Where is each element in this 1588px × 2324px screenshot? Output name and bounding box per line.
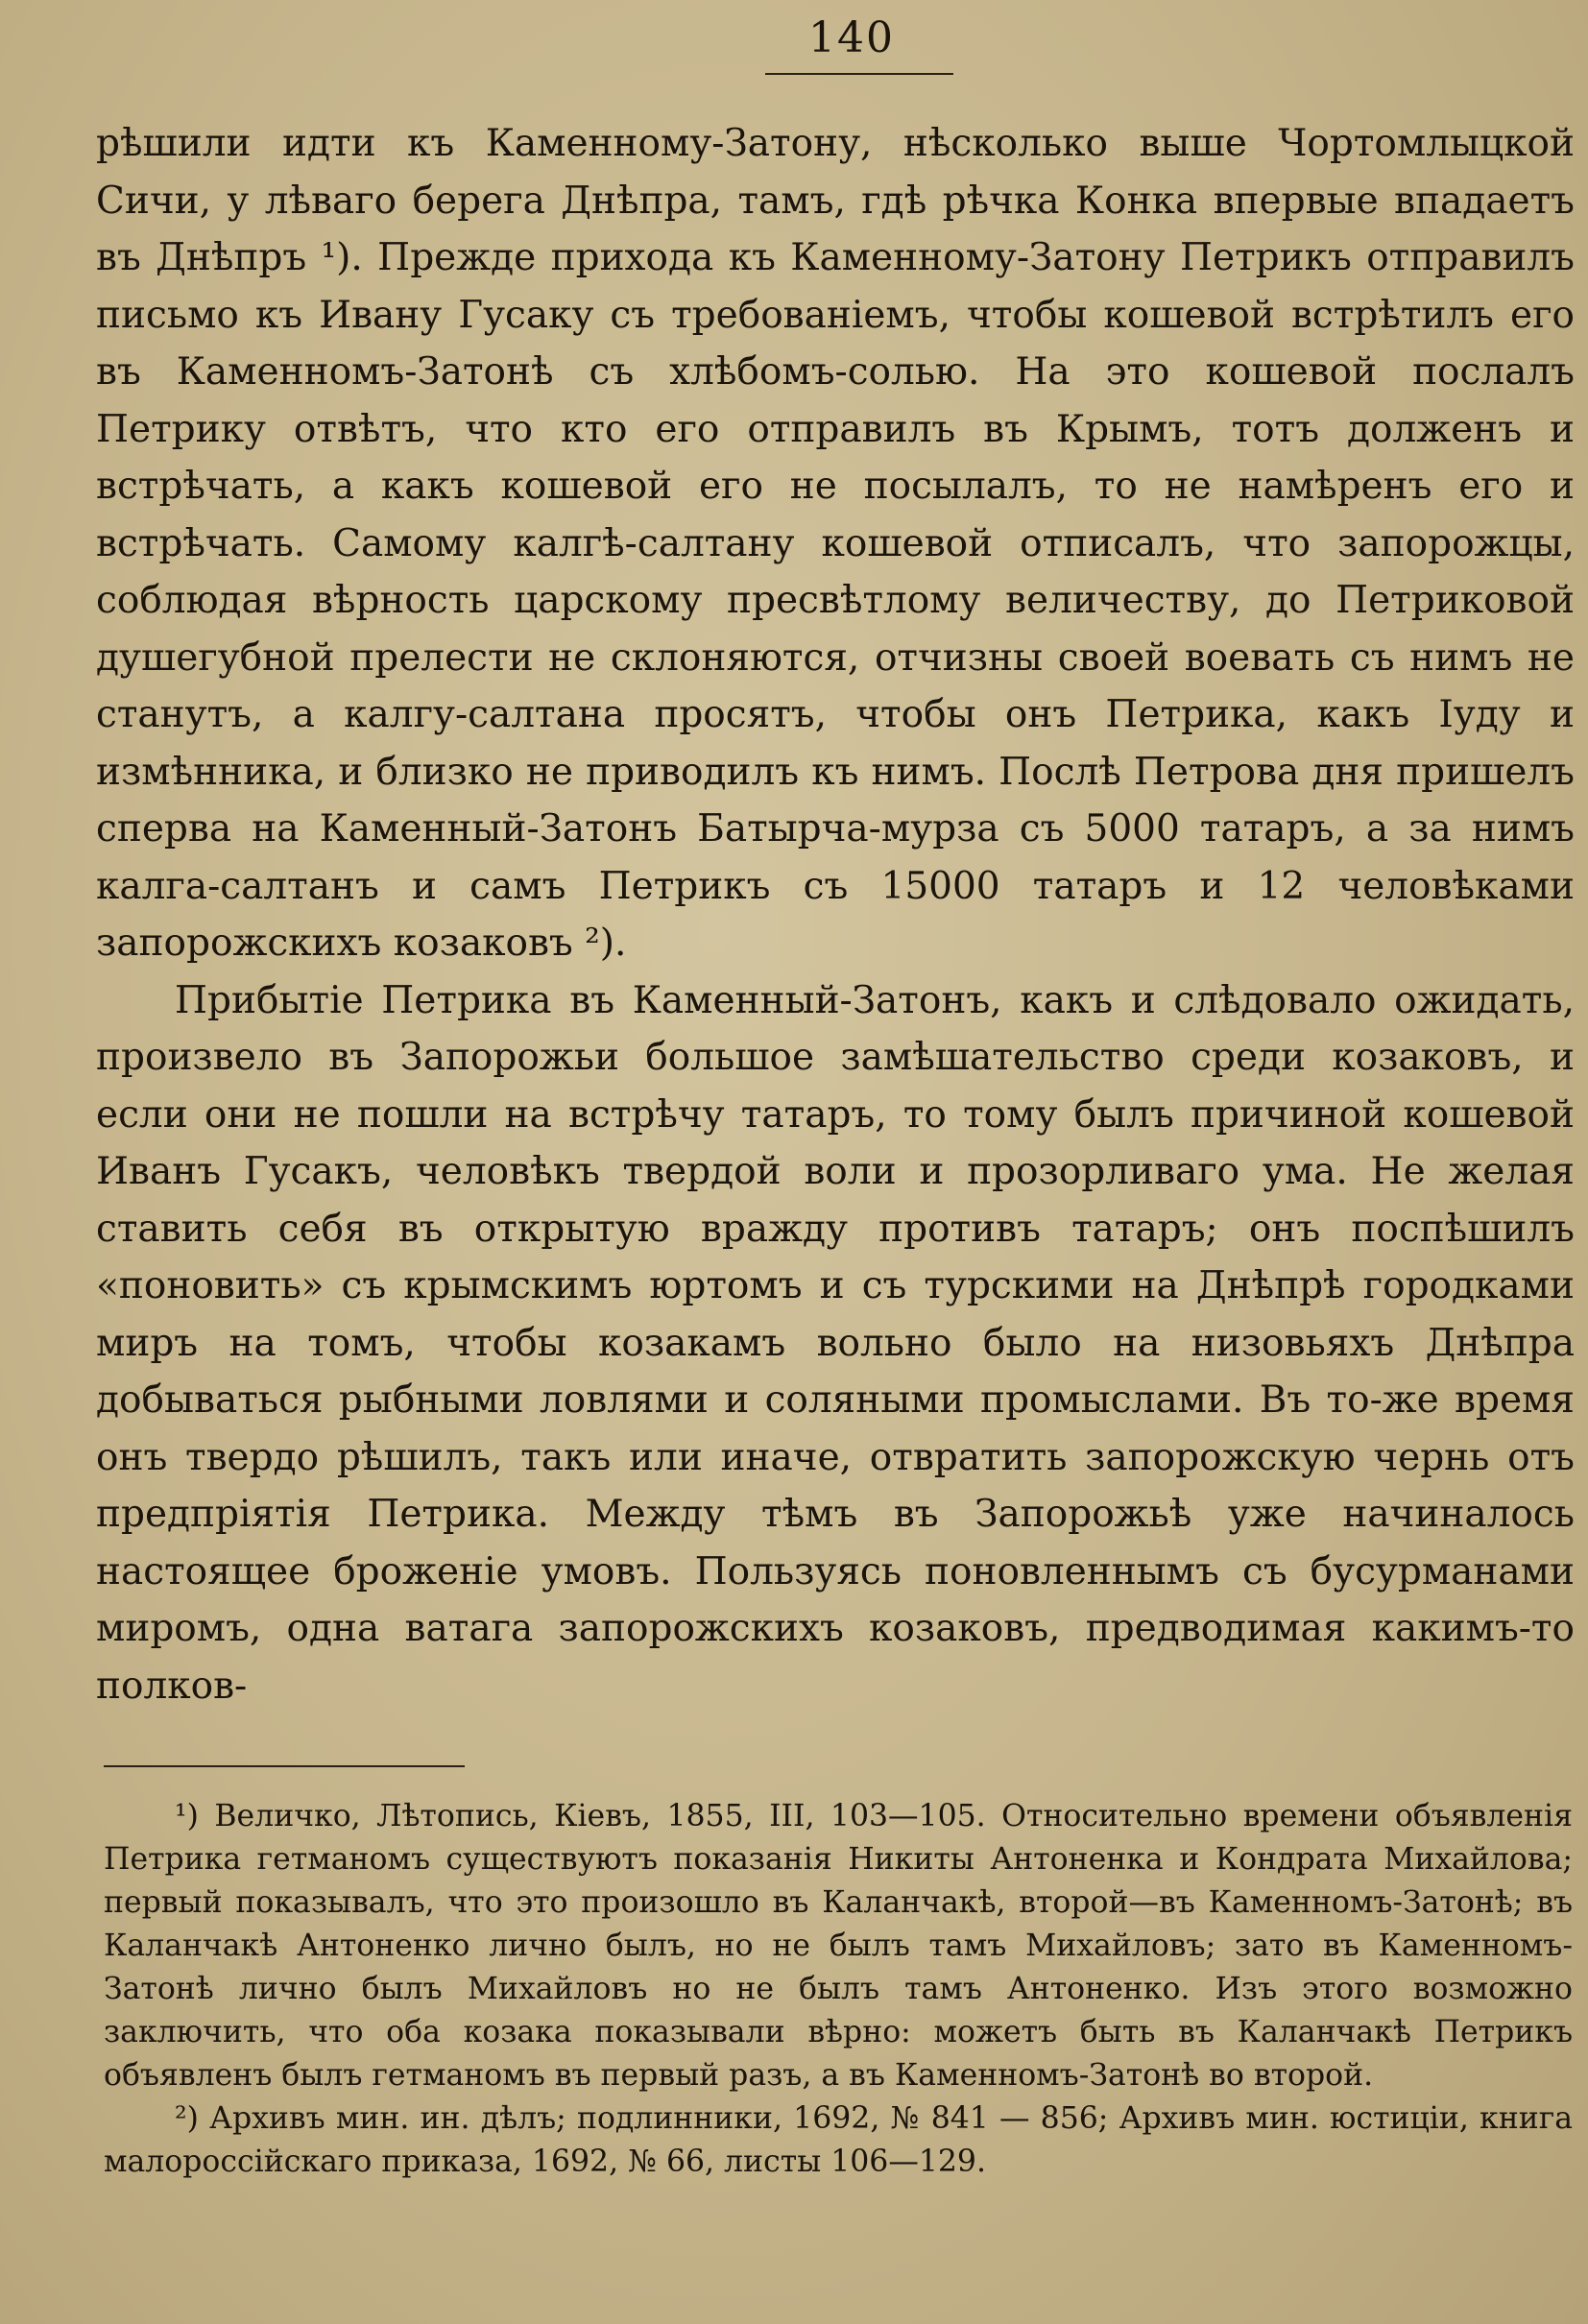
footnotes — [104, 1795, 1573, 2184]
paragraph-2: Прибытіе Петрика въ Каменный-Затонъ, какъ и слѣдовало ожидать, произвело въ Запорожьи большое замѣшательство среди козаковъ, и если они не пошли на встрѣчу татаръ, то тому былъ причиной кошевой Иванъ Гусакъ, человѣкъ твердой воли и прозорливаго ума. Не желая ставить себя въ открытую вражду противъ татаръ; онъ поспѣшилъ «поновить» съ крымскимъ юртомъ и съ турскими на Днѣпрѣ городками миръ на томъ, чтобы козакамъ вольно было на низовьяхъ Днѣпра добываться рыбными ловлями и соляными промыслами. Въ то-же время онъ твердо рѣшилъ, такъ или иначе, отвратить запорожскую чернь отъ предпріятія Петрика. Между тѣмъ въ Запорожьѣ уже начиналось настоящее броженіе умовъ. Пользуясь поновленнымъ съ бусурманами миромъ, одна ватага запорожскихъ козаковъ, предводимая какимъ-то полков- — [96, 978, 1575, 1708]
main-text — [96, 115, 1575, 1714]
footnote-separator — [104, 1765, 465, 1767]
paragraph-1: рѣшили идти къ Каменному-Затону, нѣсколько выше Чортомлыцкой Сичи, у лѣваго берега Днѣпра, тамъ, гдѣ рѣчка Конка впервые впадаетъ въ Днѣпръ ¹). Прежде прихода къ Каменному-Затону Петрикъ отправилъ письмо къ Ивану Гусаку съ требованіемъ, чтобы кошевой встрѣтилъ его въ Каменномъ-Затонѣ съ хлѣбомъ-солью. На это кошевой послалъ Петрику отвѣтъ, что кто его отправилъ въ Крымъ, тотъ долженъ и встрѣчать, а какъ кошевой его не посылалъ, то не намѣренъ его и встрѣчать. Самому калгѣ-салтану кошевой отписалъ, что запорожцы, соблюдая вѣрность царскому пресвѣтлому величеству, до Петриковой душегубной прелести не склоняются, отчизны своей воевать съ нимъ не станутъ, а калгу-салтана просятъ, чтобы онъ Петрика, какъ Іуду и измѣнника, и близко не приводилъ къ нимъ. Послѣ Петрова дня пришелъ сперва на Каменный-Затонъ Батырча-мурза съ 5000 татаръ, а за нимъ калга-салтанъ и самъ Петрикъ съ 15000 татаръ и 12 человѣками запорожскихъ козаковъ ²). — [96, 122, 1575, 965]
footnote-1: ¹) Величко, Лѣтопись, Кіевъ, 1855, III, 103—105. Относительно времени объявленія Петрика гетманомъ существуютъ показанія Никиты Антоненка и Кондрата Михайлова; первый показывалъ, что это произошло въ Каланчакѣ, второй—въ Каменномъ-Затонѣ; въ Каланчакѣ Антоненко лично былъ, но не былъ тамъ Михайловъ; зато въ Каменномъ-Затонѣ лично былъ Михайловъ но не былъ тамъ Антоненко. Изъ этого возможно заключить, что оба козака показывали вѣрно: можетъ быть въ Каланчакѣ Петрикъ объявленъ былъ гетманомъ въ первый разъ, а въ Каменномъ-Затонѣ во второй. — [104, 1799, 1573, 2093]
page-number-rule — [765, 73, 953, 75]
page-number: 140 — [808, 13, 895, 62]
footnote-2: ²) Архивъ мин. ин. дѣлъ; подлинники, 1692, № 841 — 856; Архивъ мин. юстиціи, книга малороссійскаго приказа, 1692, № 66, листы 106—129. — [104, 2101, 1573, 2179]
